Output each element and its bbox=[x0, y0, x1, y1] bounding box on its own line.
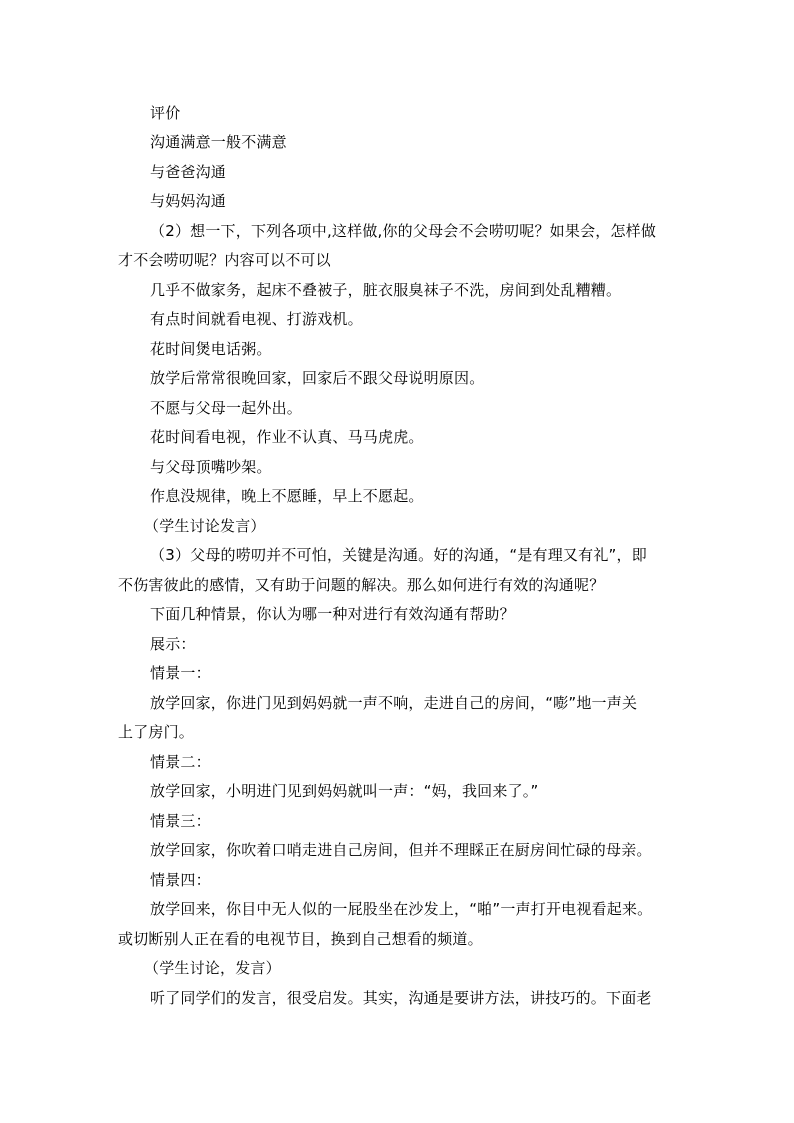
line-scenarios-intro: 下面几种情景，你认为哪一种对进行有效沟通有帮助？ bbox=[150, 605, 515, 623]
line-scenario-1-cont: 上了房门。 bbox=[118, 723, 195, 741]
line-scenario-4-title: 情景四： bbox=[150, 871, 211, 889]
line-scenario-1-title: 情景一： bbox=[150, 664, 211, 682]
list-item: 作息没规律，晚上不愿睡，早上不愿起。 bbox=[150, 487, 424, 505]
line-display: 展示： bbox=[150, 635, 196, 653]
line-scenario-3: 放学回家，你吹着口哨走进自己房间，但并不理睬正在厨房间忙碌的母亲。 bbox=[150, 841, 652, 859]
line-question-3: （3）父母的唠叨并不可怕，关键是沟通。好的沟通，“是有理又有礼”，即 bbox=[150, 546, 647, 564]
list-item: 花时间煲电话粥。 bbox=[150, 340, 272, 358]
line-question-2-cont: 才不会唠叨呢？内容可以不可以 bbox=[118, 251, 331, 269]
line-with-mom: 与妈妈沟通 bbox=[150, 192, 227, 210]
line-student-discussion: （学生讨论发言） bbox=[144, 517, 266, 535]
line-with-dad: 与爸爸沟通 bbox=[150, 163, 227, 181]
line-scenario-4-cont: 或切断别人正在看的电视节目，换到自己想看的频道。 bbox=[118, 930, 483, 948]
line-scenario-4: 放学回来，你目中无人似的一屁股坐在沙发上，“啪”一声打开电视看起来。 bbox=[150, 900, 653, 918]
line-satisfaction-scale: 沟通满意一般不满意 bbox=[150, 133, 287, 151]
list-item: 几乎不做家务，起床不叠被子，脏衣服臭袜子不洗，房间到处乱糟糟。 bbox=[150, 281, 622, 299]
list-item: 花时间看电视，作业不认真、马马虎虎。 bbox=[150, 428, 424, 446]
line-scenario-3-title: 情景三： bbox=[150, 812, 211, 830]
line-question-2: （2）想一下，下列各项中,这样做,你的父母会不会唠叨呢？如果会，怎样做 bbox=[150, 222, 657, 240]
list-item: 放学后常常很晚回家，回家后不跟父母说明原因。 bbox=[150, 369, 485, 387]
line-scenario-1: 放学回家，你进门见到妈妈就一声不响，走进自己的房间，“嘭”地一声关 bbox=[150, 694, 638, 712]
line-conclusion: 听了同学们的发言，很受启发。其实，沟通是要讲方法，讲技巧的。下面老 bbox=[150, 989, 652, 1007]
line-evaluation: 评价 bbox=[150, 104, 181, 122]
line-student-discussion-2: （学生讨论，发言） bbox=[144, 959, 281, 977]
line-scenario-2-title: 情景二： bbox=[150, 753, 211, 771]
list-item: 有点时间就看电视、打游戏机。 bbox=[150, 310, 363, 328]
list-item: 与父母顶嘴吵架。 bbox=[150, 458, 272, 476]
list-item: 不愿与父母一起外出。 bbox=[150, 399, 303, 417]
line-question-3-cont: 不伤害彼此的感情，又有助于问题的解决。那么如何进行有效的沟通呢？ bbox=[118, 576, 605, 594]
line-scenario-2: 放学回家，小明进门见到妈妈就叫一声：“妈，我回来了。” bbox=[150, 782, 539, 800]
